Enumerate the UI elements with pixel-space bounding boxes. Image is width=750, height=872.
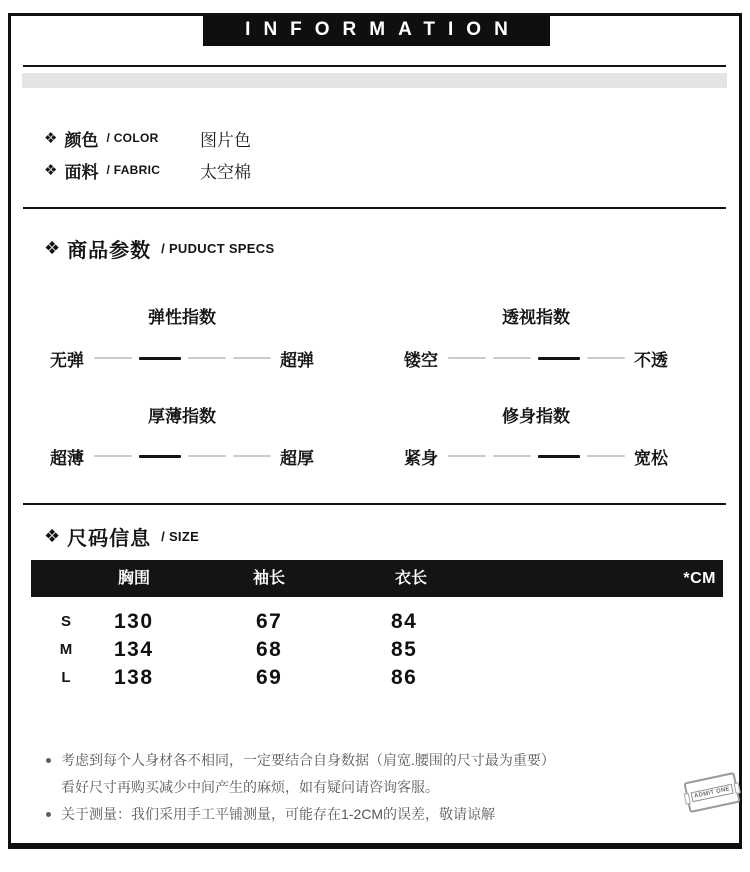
specs-section-title bbox=[44, 234, 274, 263]
scale-fit bbox=[404, 446, 668, 466]
scale-left-label: 超薄 bbox=[50, 448, 84, 468]
footnotes bbox=[45, 747, 630, 828]
scale-segment bbox=[587, 455, 625, 457]
divider-size bbox=[23, 503, 726, 505]
diamond-icon: ❖ bbox=[44, 130, 58, 147]
admit-one-ticket-icon bbox=[683, 772, 740, 813]
scale-right-label: 宽松 bbox=[634, 448, 668, 468]
sleeve-value: 69 bbox=[256, 666, 283, 689]
gray-accent-bar bbox=[22, 73, 727, 88]
scale-segments bbox=[448, 357, 625, 360]
attribute-value: 图片色 bbox=[200, 130, 251, 150]
note-item bbox=[45, 801, 630, 828]
scale-segment bbox=[139, 455, 181, 458]
length-value: 85 bbox=[391, 638, 418, 661]
sleeve-value: 67 bbox=[256, 610, 283, 633]
ticket-text: ADMIT ONE bbox=[690, 783, 734, 802]
size-title-text: 尺码信息 bbox=[67, 528, 152, 550]
scale-right-label: 超厚 bbox=[280, 448, 314, 468]
scale-segment bbox=[233, 357, 271, 359]
size-label: L bbox=[61, 669, 71, 686]
divider-specs bbox=[23, 207, 726, 209]
scale-segments bbox=[448, 455, 625, 458]
length-value: 84 bbox=[391, 610, 418, 633]
attribute-sublabel: / FABRIC bbox=[106, 163, 161, 177]
table-row bbox=[0, 636, 750, 664]
diamond-icon: ❖ bbox=[44, 526, 61, 546]
divider-top bbox=[23, 65, 726, 67]
scale-title-elasticity: 弹性指数 bbox=[148, 308, 216, 327]
scale-title-transparency: 透视指数 bbox=[502, 308, 570, 327]
attribute-label: 面料 bbox=[64, 162, 99, 182]
scale-segment bbox=[493, 357, 531, 359]
attribute-value: 太空棉 bbox=[200, 162, 251, 182]
scale-segment bbox=[94, 357, 132, 359]
unit-label-cm: *CM bbox=[683, 570, 716, 587]
scale-segment bbox=[538, 357, 580, 360]
scale-left-label: 无弹 bbox=[50, 350, 84, 370]
table-row bbox=[0, 608, 750, 636]
specs-subtitle-text: / PUDUCT SPECS bbox=[161, 241, 275, 256]
scale-title-fit: 修身指数 bbox=[502, 407, 570, 426]
column-header-length: 衣长 bbox=[395, 570, 428, 587]
note-line: 看好尺寸再购买减少中间产生的麻烦，如有疑问请咨询客服。 bbox=[61, 779, 439, 795]
specs-title-text: 商品参数 bbox=[67, 240, 152, 262]
chest-value: 130 bbox=[114, 610, 154, 633]
information-banner bbox=[203, 13, 550, 46]
diamond-icon: ❖ bbox=[44, 238, 61, 258]
note-item bbox=[45, 747, 630, 801]
table-row bbox=[0, 664, 750, 692]
column-header-sleeve: 袖长 bbox=[253, 570, 286, 587]
attribute-sublabel: / COLOR bbox=[106, 131, 159, 145]
scale-right-label: 超弹 bbox=[280, 350, 314, 370]
note-line: 关于测量：我们采用手工平铺测量，可能存在1-2CM的误差，敬请谅解 bbox=[61, 806, 496, 822]
diamond-icon: ❖ bbox=[44, 162, 58, 179]
attribute-label: 颜色 bbox=[64, 130, 99, 150]
scale-transparency bbox=[404, 348, 668, 368]
column-header-chest: 胸围 bbox=[118, 570, 151, 587]
size-label: S bbox=[60, 613, 71, 630]
attribute-row-fabric bbox=[44, 157, 544, 183]
scale-segment bbox=[493, 455, 531, 457]
scale-title-thickness: 厚薄指数 bbox=[148, 407, 216, 426]
size-label: M bbox=[59, 641, 73, 658]
scale-segment bbox=[139, 357, 181, 360]
scale-segment bbox=[188, 357, 226, 359]
scale-left-label: 镂空 bbox=[404, 350, 438, 370]
scale-left-label: 紧身 bbox=[404, 448, 438, 468]
scale-segments bbox=[94, 455, 271, 458]
scale-segment bbox=[233, 455, 271, 457]
length-value: 86 bbox=[391, 666, 418, 689]
chest-value: 134 bbox=[114, 638, 154, 661]
sleeve-value: 68 bbox=[256, 638, 283, 661]
scale-thickness bbox=[50, 446, 314, 466]
scale-segment bbox=[188, 455, 226, 457]
size-subtitle-text: / SIZE bbox=[161, 529, 200, 544]
scale-segment bbox=[448, 357, 486, 359]
chest-value: 138 bbox=[114, 666, 154, 689]
scale-segment bbox=[448, 455, 486, 457]
attribute-row-color bbox=[44, 125, 544, 151]
scale-segment bbox=[94, 455, 132, 457]
scale-segment bbox=[538, 455, 580, 458]
scale-segment bbox=[587, 357, 625, 359]
information-title: INFORMATION bbox=[245, 18, 521, 40]
size-table-header bbox=[31, 560, 723, 597]
scale-segments bbox=[94, 357, 271, 360]
size-section-title bbox=[44, 522, 199, 551]
scale-elasticity bbox=[50, 348, 314, 368]
scale-right-label: 不透 bbox=[634, 350, 668, 370]
note-line: 考虑到每个人身材各不相同，一定要结合自身数据（肩宽.腰围的尺寸最为重要） bbox=[61, 752, 555, 768]
